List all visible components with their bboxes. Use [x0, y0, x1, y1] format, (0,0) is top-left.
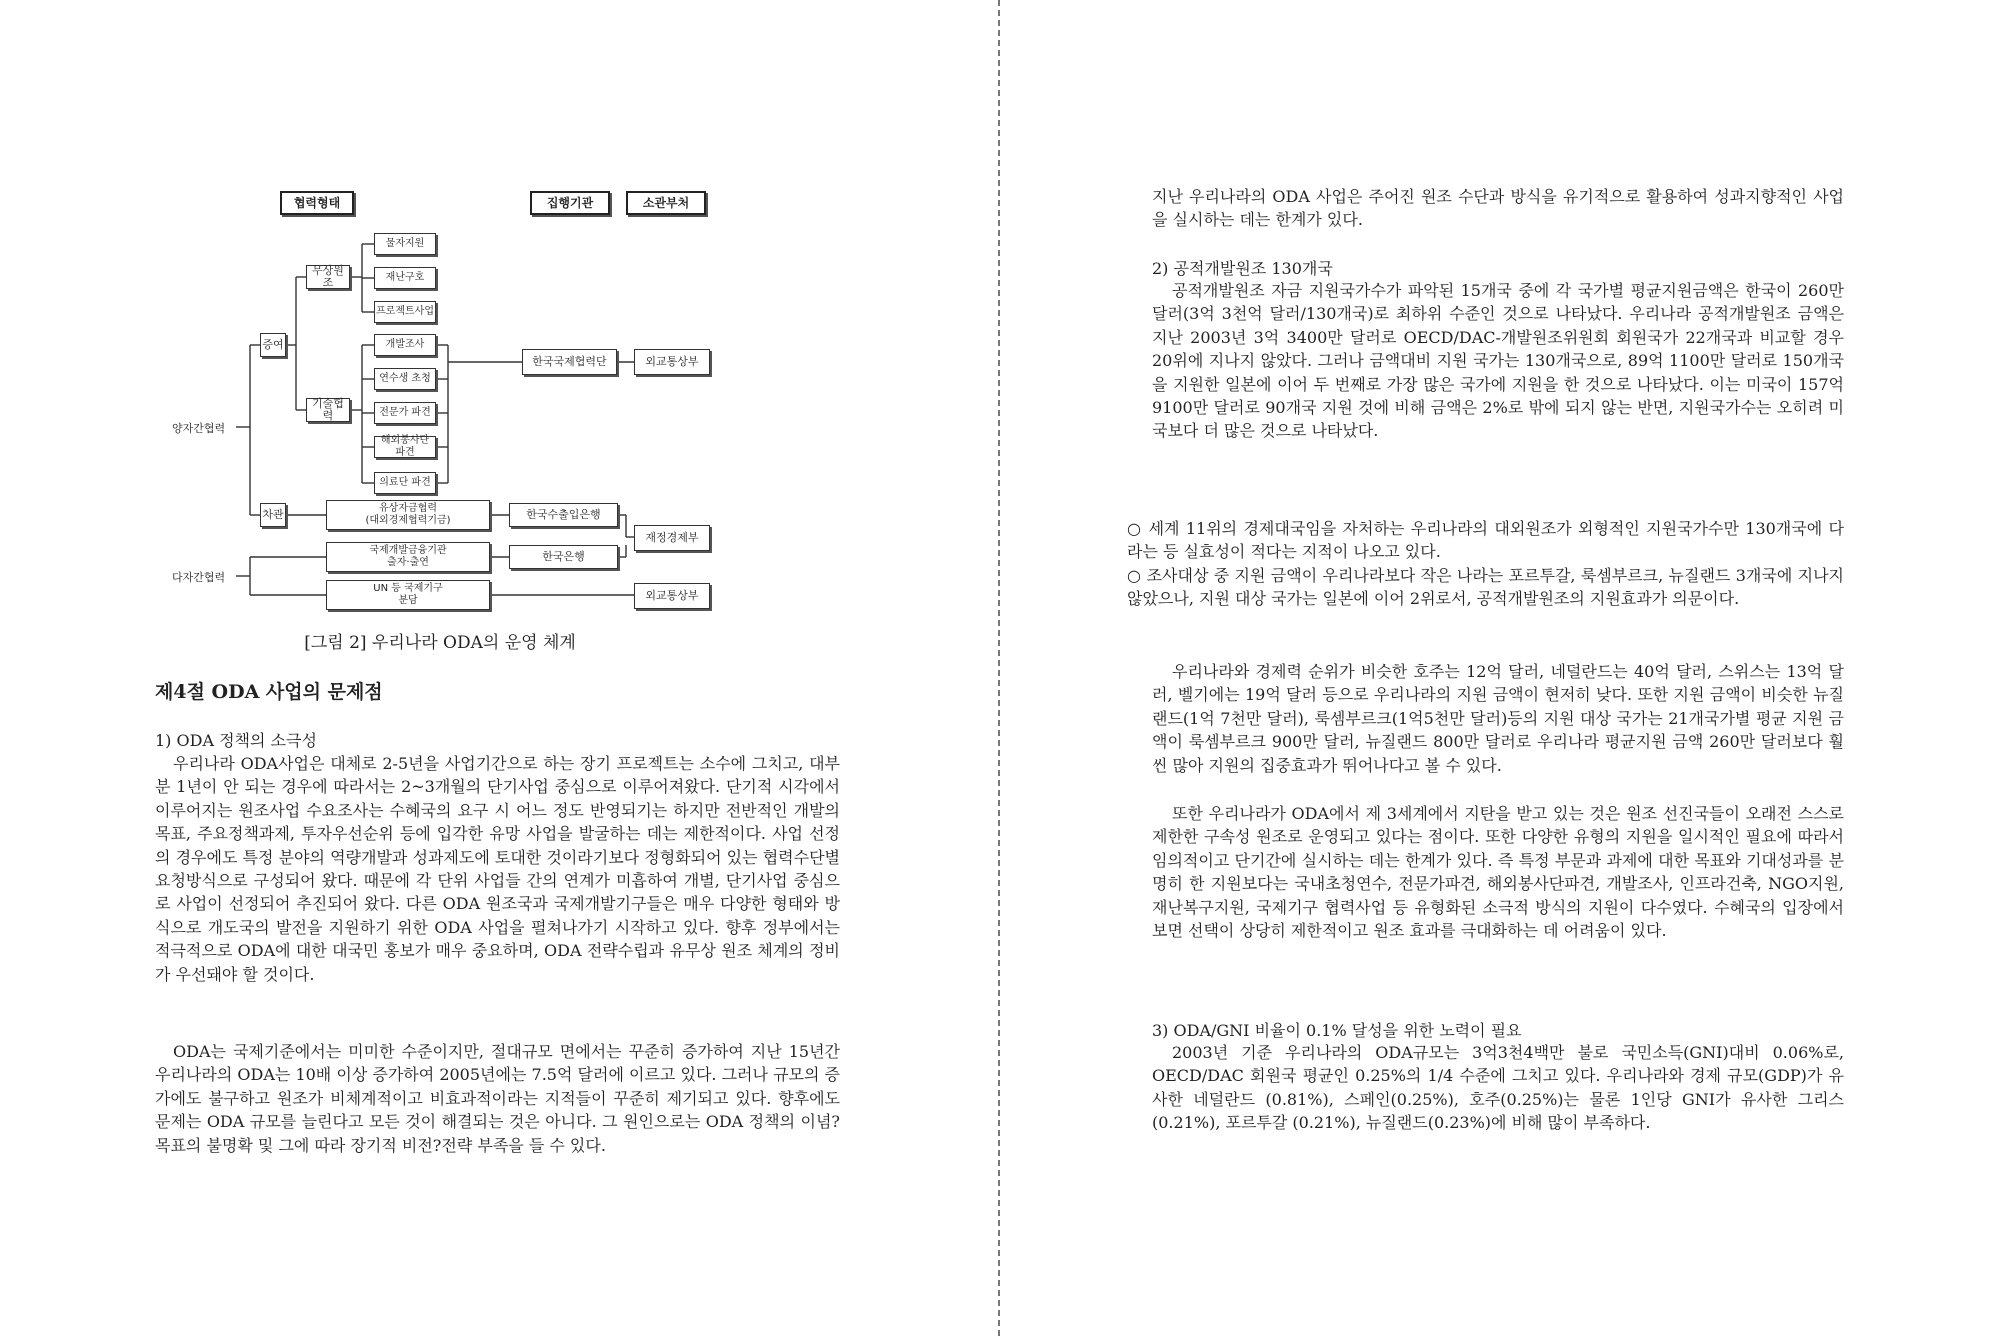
right-paragraph-3: 또한 우리나라가 ODA에서 제 3세계에서 지탄을 받고 있는 것은 원조 선진국들이 오래전 스스로 제한한 구속성 원조로 운영되고 있다는 점이다. 또한 다양한 유형의 지원을 일시적인 필요에 따라서 임의적이고 단기간에 실시하는 데는 한계가 있다. 즉 특정 부문과 과제에 대한 목표와 기대성과를 분명히 한 지원보다는 국내초청연수, 전문가파견, 해외봉사단파견, 개발조사, 인프라건축, NGO지원, 재난복구지원, 국제기구 협력사업 등 유형화된 소극적 방식의 지원이 다수였다. 수혜국의 입장에서 보면 선택이 상당히 제한적이고 원조 효과를 극대화하는 데 어려움이 있다.	[1152, 804, 1844, 941]
tech-item: 해외봉사단 파견	[374, 436, 436, 458]
bilateral-label: 양자간협력	[172, 422, 226, 435]
oda-structure-diagram	[160, 185, 720, 620]
right-paragraph-1: 공적개발원조 자금 지원국가수가 파악된 15개국 중에 각 국가별 평균지원금액은 한국이 260만 달러(3억 3천억 달러/130개국)로 최하위 수준인 것으로 나타났다. 우리나라 공적개발원조 금액은 지난 2003년 3억 3400만 달러로 OECD/DAC-개발원조위원회 회원국가 22개국과 비교할 경우 20위에 지나지 않았다. 그러나 금액대비 지원 국가는 130개국으로, 89억 1100만 달러로 150개국을 지원한 일본에 이어 두 번째로 가장 많은 국가에 지원을 한 것으로 나타났다. 이는 미국이 157억 9100만 달러로 90개국 지원 것에 비해 금액은 2%로 밖에 되지 않는 반면, 지원국가수는 오히려 미국보다 더 많은 것으로 나타났다.	[1152, 281, 1844, 441]
tech-item: 개발조사	[374, 334, 436, 356]
tech-item: 의료단 파견	[374, 472, 436, 494]
header-cooperation-form: 협력형태	[280, 191, 354, 215]
right-page	[1000, 0, 1995, 1336]
koica-box: 한국국제협력단	[522, 349, 617, 375]
bok-box: 한국은행	[509, 545, 618, 569]
grant-box: 증여	[260, 333, 286, 357]
bullet-item-1: ○ 세계 11위의 경제대국임을 자처하는 우리나라의 대외원조가 외형적인 지원국가수만 130개국에 다라는 등 실효성이 적다는 지적이 나오고 있다.	[1127, 519, 1844, 562]
right-paragraph-0: 지난 우리나라의 ODA 사업은 주어진 원조 수단과 방식을 유기적으로 활용하여 성과지향적인 사업을 실시하는 데는 한계가 있다.	[1152, 187, 1844, 230]
right-paragraph-4: 2003년 기준 우리나라의 ODA규모는 3억3천4백만 불로 국민소득(GNI)대비 0.06%로, OECD/DAC 회원국 평균인 0.25%의 1/4 수준에 그치고 있다. 우리나라와 경제 규모(GDP)가 유사한 네덜란드 (0.81%), 스페인(0.25%), 호주(0.25%)는 물론 1인당 GNI가 유사한 그리스(0.21%), 포르투갈 (0.21%), 뉴질랜드(0.23%)에 비해 많이 부족하다.	[1152, 1043, 1844, 1133]
free-aid-box: 무상원조	[306, 265, 350, 289]
bullet-item-2: ○ 조사대상 중 지원 금액이 우리나라보다 작은 나라는 포르투갈, 룩셈부르크, 뉴질랜드 3개국에 지나지 않았으나, 지원 대상 국가는 일본에 이어 2위로서, 공적개발원조의 지원효과가 의문이다.	[1127, 566, 1844, 609]
header-executing-agency: 집행기관	[530, 191, 610, 215]
subsection-3-title: 3) ODA/GNI 비율이 0.1% 달성을 위한 노력이 필요	[1152, 1021, 1522, 1040]
subsection-2-title: 2) 공적개발원조 130개국	[1152, 259, 1333, 278]
left-paragraph-2: ODA는 국제기준에서는 미미한 수준이지만, 절대규모 면에서는 꾸준히 증가하여 지난 15년간 우리나라의 ODA는 10배 이상 증가하여 2005년에는 7.5억 달러에 이르고 있다. 그러나 규모의 증가에도 불구하고 원조가 비체계적이고 비효과적이라는 지적들이 꾸준히 제기되고 있다. 향후에도 문제는 ODA 규모를 늘린다고 모든 것이 해결되는 것은 아니다. 그 원인으로는 ODA 정책의 이념?목표의 불명확 및 그에 따라 장기적 비전?전략 부족을 들 수 있다.	[155, 1042, 840, 1155]
tech-coop-box: 기술협력	[306, 398, 350, 422]
free-item: 물자지원	[374, 233, 436, 255]
free-item: 프로젝트사업	[374, 301, 436, 323]
intl-finance-box: 국제개발금융기관 출자·출연	[326, 542, 490, 572]
right-paragraph-2: 우리나라와 경제력 순위가 비슷한 호주는 12억 달러, 네덜란드는 40억 달러, 스위스는 13억 달러, 벨기에는 19억 달러 등으로 우리나라의 지원 금액이 현저히 낮다. 또한 지원 금액이 비슷한 뉴질랜드(1억 7천만 달러), 룩셈부르크(1억5천만 달러)등의 지원 대상 국가는 21개국가별 평균 지원 금액이 룩셈부르크 900만 달러, 뉴질랜드 800만 달러로 우리나라 평균지원 금액 260만 달러보다 훨씬 많아 지원의 집중효과가 뛰어나다고 볼 수 있다.	[1152, 662, 1844, 775]
left-page	[0, 0, 996, 1336]
mofat-box-1: 외교통상부	[634, 349, 710, 375]
eximbank-box: 한국수출입은행	[509, 503, 618, 527]
tech-item: 전문가 파견	[374, 402, 436, 424]
header-ministry: 소관부처	[626, 191, 706, 215]
mofat-box-2: 외교통상부	[634, 583, 710, 609]
section-title: 제4절 ODA 사업의 문제점	[155, 681, 383, 703]
un-box: UN 등 국제기구 분담	[326, 580, 490, 610]
concessional-loan-box: 유상자금협력 (대외경제협력기금)	[326, 500, 490, 530]
left-paragraph-1: 우리나라 ODA사업은 대체로 2-5년을 사업기간으로 하는 장기 프로젝트는 소수에 그치고, 대부분 1년이 안 되는 경우에 따라서는 2~3개월의 단기사업 중심으로 이루어져왔다. 단기적 시각에서 이루어지는 원조사업 수요조사는 수혜국의 요구 시 어느 정도 반영되기는 하지만 전반적인 개발의 목표, 주요정책과제, 투자우선순위 등에 입각한 유망 사업을 발굴하는 데는 제한적이다. 사업 선정의 경우에도 특정 분야의 역량개발과 성과제도에 토대한 것이라기보다 정형화되어 있는 협력수단별 요청방식으로 구성되어 왔다. 때문에 각 단위 사업들 간의 연계가 미흡하여 개별, 단기사업 중심으로 사업이 선정되어 추진되어 왔다. 다른 ODA 원조국과 국제개발기구들은 매우 다양한 형태와 방식으로 개도국의 발전을 지원하기 위한 ODA 사업을 펼쳐나가기 시작하고 있다. 향후 정부에서는 적극적으로 ODA에 대한 대국민 홍보가 매우 중요하며, ODA 전략수립과 유무상 원조 체계의 정비가 우선돼야 할 것이다.	[155, 754, 840, 984]
tech-item: 연수생 초청	[374, 368, 436, 390]
multilateral-label: 다자간협력	[172, 571, 226, 584]
loan-box: 차관	[260, 503, 286, 527]
figure-caption: [그림 2] 우리나라 ODA의 운영 체계	[304, 633, 576, 653]
subsection-1-title: 1) ODA 정책의 소극성	[155, 731, 317, 750]
mofe-box: 재정경제부	[634, 525, 710, 551]
free-item: 재난구호	[374, 267, 436, 289]
